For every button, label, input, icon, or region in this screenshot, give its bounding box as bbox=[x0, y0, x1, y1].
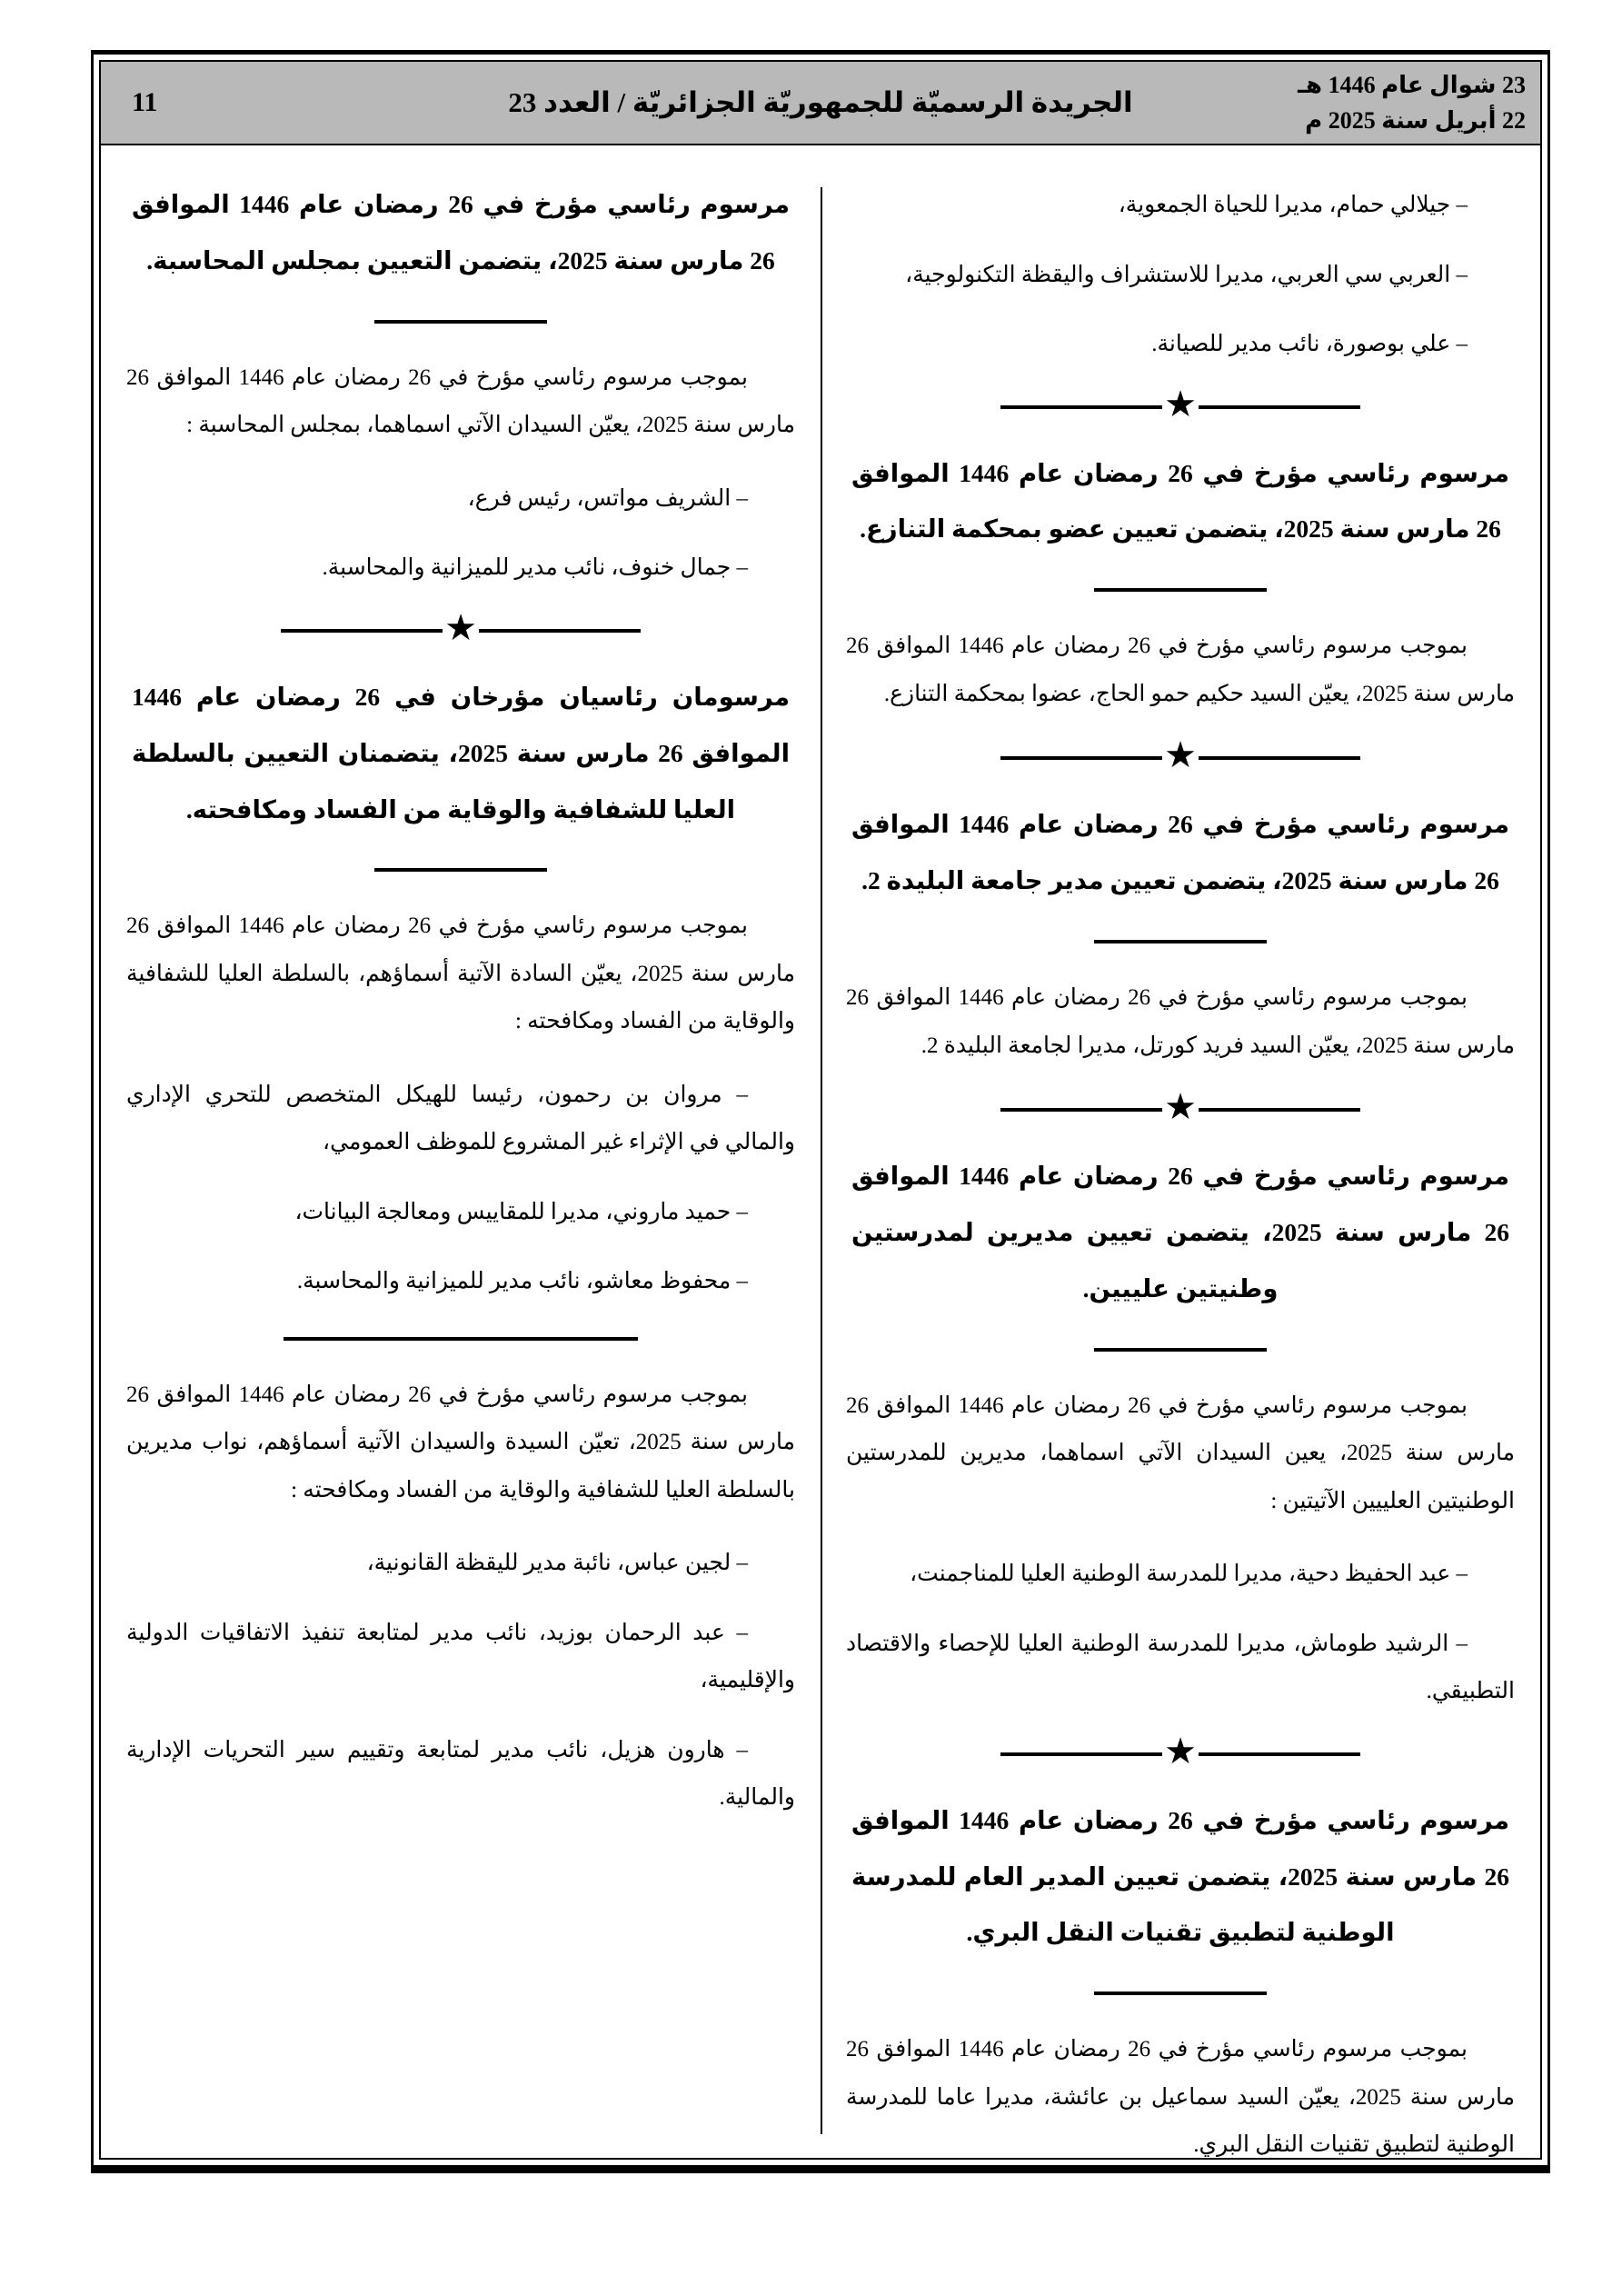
paragraph: بموجب مرسوم رئاسي مؤرخ في 26 رمضان عام 1446 الموافق 26 مارس سنة 2025، يعيّن السيد حكيم حمو الحاج، عضوا بمحكمة التنازع. bbox=[846, 634, 1515, 706]
list-item: – مروان بن رحمون، رئيسا للهيكل المتخصص للتحري الإداري والمالي في الإثراء غير المشروع للموظف العمومي، bbox=[126, 1082, 795, 1155]
separator-line bbox=[1199, 405, 1360, 409]
list-item: – علي بوصورة، نائب مدير للصيانة. bbox=[1151, 332, 1468, 356]
star-separator bbox=[282, 606, 641, 649]
list-item: – عبد الحفيظ دحية، مديرا للمدرسة الوطنية العليا للمناجمنت، bbox=[910, 1562, 1468, 1587]
star-icon: ★ bbox=[1164, 1730, 1197, 1772]
separator-line bbox=[479, 629, 641, 633]
page-number: 11 bbox=[132, 87, 158, 117]
star-separator bbox=[1001, 1730, 1360, 1772]
decree-title: مرسوم رئاسي مؤرخ في 26 رمضان عام 1446 الموافق 26 مارس سنة 2025، يتضمن تعيين مديرين لمدرستين وطنيتين علييين. bbox=[851, 1162, 1510, 1303]
rule-separator bbox=[1094, 1992, 1267, 1995]
rule-separator bbox=[374, 868, 547, 872]
list-item: – العربي سي العربي، مديرا للاستشراف واليقظة التكنولوجية، bbox=[905, 262, 1468, 287]
list-item: – هارون هزيل، نائب مدير لمتابعة وتقييم سير التحريات الإدارية والمالية. bbox=[126, 1737, 795, 1811]
gazette-title: الجريدة الرسميّة للجمهوريّة الجزائريّة / العدد 23 bbox=[508, 86, 1133, 118]
list-item: – محفوظ معاشو، نائب مدير للميزانية والمحاسبة. bbox=[296, 1269, 748, 1294]
date-gregorian: 22 أبريل سنة 2025 م bbox=[1305, 107, 1526, 134]
column-right bbox=[821, 145, 1540, 2158]
list-item: – الرشيد طوماش، مديرا للمدرسة الوطنية العليا للإحصاء والاقتصاد التطبيقي. bbox=[846, 1631, 1515, 1704]
column-divider bbox=[821, 187, 822, 2134]
paragraph: بموجب مرسوم رئاسي مؤرخ في 26 رمضان عام 1446 الموافق 26 مارس سنة 2025، يعيّن السيد فريد كورتل، مديرا لجامعة البليدة 2. bbox=[846, 985, 1515, 1058]
list-item: – لجين عباس، نائبة مدير لليقظة القانونية، bbox=[366, 1551, 748, 1576]
separator-line bbox=[1199, 756, 1360, 760]
header-dates bbox=[1240, 67, 1540, 138]
separator-line bbox=[1199, 1752, 1360, 1756]
separator-line bbox=[281, 629, 443, 633]
decree-title: مرسوم رئاسي مؤرخ في 26 رمضان عام 1446 الموافق 26 مارس سنة 2025، يتضمن تعيين المدير العام للمدرسة الوطنية لتطبيق تقنيات النقل البري. bbox=[851, 1805, 1510, 1947]
date-hijri: 23 شوال عام 1446 هـ bbox=[1298, 72, 1526, 98]
long-rule-separator bbox=[284, 1337, 638, 1341]
page-inner-frame bbox=[99, 60, 1542, 2160]
paragraph: بموجب مرسوم رئاسي مؤرخ في 26 رمضان عام 1446 الموافق 26 مارس سنة 2025، يعيّن السيدان الآتي اسماهما، بمجلس المحاسبة : bbox=[126, 364, 795, 438]
separator-line bbox=[1000, 756, 1162, 760]
rule-separator bbox=[1094, 588, 1267, 592]
list-item: – جمال خنوف، نائب مدير للميزانية والمحاسبة. bbox=[322, 555, 748, 581]
star-icon: ★ bbox=[1164, 1086, 1197, 1128]
content-area bbox=[101, 145, 1540, 2158]
page-header bbox=[101, 62, 1540, 145]
list-item: – عبد الرحمان بوزيد، نائب مدير لمتابعة تنفيذ الاتفاقيات الدولية والإقليمية، bbox=[126, 1620, 795, 1693]
list-item: – الشريف مواتس، رئيس فرع، bbox=[467, 485, 748, 511]
paragraph: بموجب مرسوم رئاسي مؤرخ في 26 رمضان عام 1446 الموافق 26 مارس سنة 2025، تعيّن السيدة والسيدان الآتية أسماؤهم، نواب مديرين بالسلطة العليا للشفافية والوقاية من الفساد ومكافحته : bbox=[126, 1382, 795, 1502]
list-item: – جيلالي حمام، مديرا للحياة الجمعوية، bbox=[1118, 193, 1468, 217]
star-separator bbox=[1001, 1086, 1360, 1128]
star-icon: ★ bbox=[444, 606, 477, 649]
rule-separator bbox=[1094, 940, 1267, 943]
paragraph: بموجب مرسوم رئاسي مؤرخ في 26 رمضان عام 1446 الموافق 26 مارس سنة 2025، يعين السيدان الآتي اسماهما، مديرين للمدرستين الوطنيتين العلييين الآتيتين : bbox=[846, 1393, 1515, 1513]
separator-line bbox=[1000, 1752, 1162, 1756]
rule-separator bbox=[374, 320, 547, 324]
separator-line bbox=[1199, 1108, 1360, 1112]
column-left bbox=[101, 145, 821, 2158]
decree-title: مرسوم رئاسي مؤرخ في 26 رمضان عام 1446 الموافق 26 مارس سنة 2025، يتضمن التعيين بمجلس المحاسبة. bbox=[132, 190, 790, 275]
list-item: – حميد ماروني، مديرا للمقاييس ومعالجة البيانات، bbox=[294, 1199, 748, 1224]
paragraph: بموجب مرسوم رئاسي مؤرخ في 26 رمضان عام 1446 الموافق 26 مارس سنة 2025، يعيّن السادة الآتية أسماؤهم، بالسلطة العليا للشفافية والوقاية من الفساد ومكافحته : bbox=[126, 913, 795, 1034]
page-frame bbox=[91, 50, 1550, 2173]
paragraph: بموجب مرسوم رئاسي مؤرخ في 26 رمضان عام 1446 الموافق 26 مارس سنة 2025، يعيّن السيد سماعيل بن عائشة، مديرا عاما للمدرسة الوطنية لتطبيق تقنيات النقل البري. bbox=[846, 2037, 1515, 2158]
decree-title: مرسومان رئاسيان مؤرخان في 26 رمضان عام 1446 الموافق 26 مارس سنة 2025، يتضمنان التعيين بالسلطة العليا للشفافية والوقاية من الفساد ومكافحته. bbox=[132, 682, 791, 824]
star-separator bbox=[1001, 383, 1360, 425]
star-icon: ★ bbox=[1164, 383, 1197, 425]
separator-line bbox=[1000, 1108, 1162, 1112]
decree-title: مرسوم رئاسي مؤرخ في 26 رمضان عام 1446 الموافق 26 مارس سنة 2025، يتضمن تعيين عضو بمحكمة التنازع. bbox=[851, 458, 1509, 544]
rule-separator bbox=[1094, 1348, 1267, 1352]
star-icon: ★ bbox=[1164, 734, 1197, 777]
separator-line bbox=[1000, 405, 1162, 409]
decree-title: مرسوم رئاسي مؤرخ في 26 رمضان عام 1446 الموافق 26 مارس سنة 2025، يتضمن تعيين مدير جامعة البليدة 2. bbox=[851, 810, 1509, 895]
star-separator bbox=[1001, 734, 1360, 777]
